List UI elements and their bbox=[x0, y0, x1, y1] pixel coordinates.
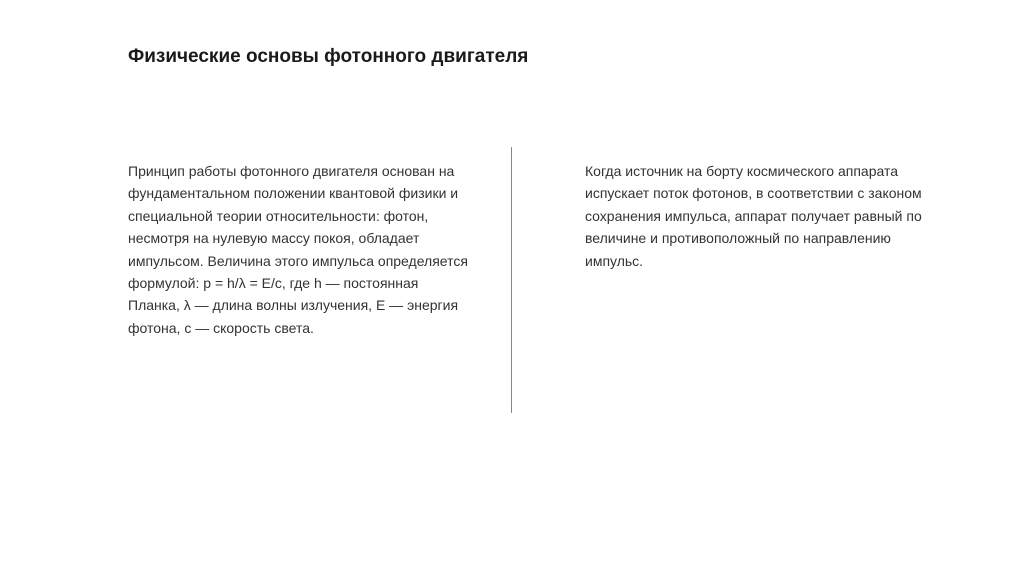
column-divider bbox=[511, 147, 512, 413]
right-column-text: Когда источник на борту космического аппарата испускает поток фотонов, в соответствии с законом сохранения импульса, аппарат получает равный по величине и противоположный по направлению импульс. bbox=[585, 163, 922, 269]
slide-title: Физические основы фотонного двигателя bbox=[128, 46, 529, 67]
left-column-text: Принцип работы фотонного двигателя основан на фундаментальном положении квантовой физики и специальной теории относительности: фотон, несмотря на нулевую массу покоя, обладает импульсом. Величина этого импульса определяется формулой: p = h/λ = E/c, где h — постоянная Планка, λ — длина волны излучения, E — энергия фотона, c — скорость света. bbox=[128, 163, 468, 336]
